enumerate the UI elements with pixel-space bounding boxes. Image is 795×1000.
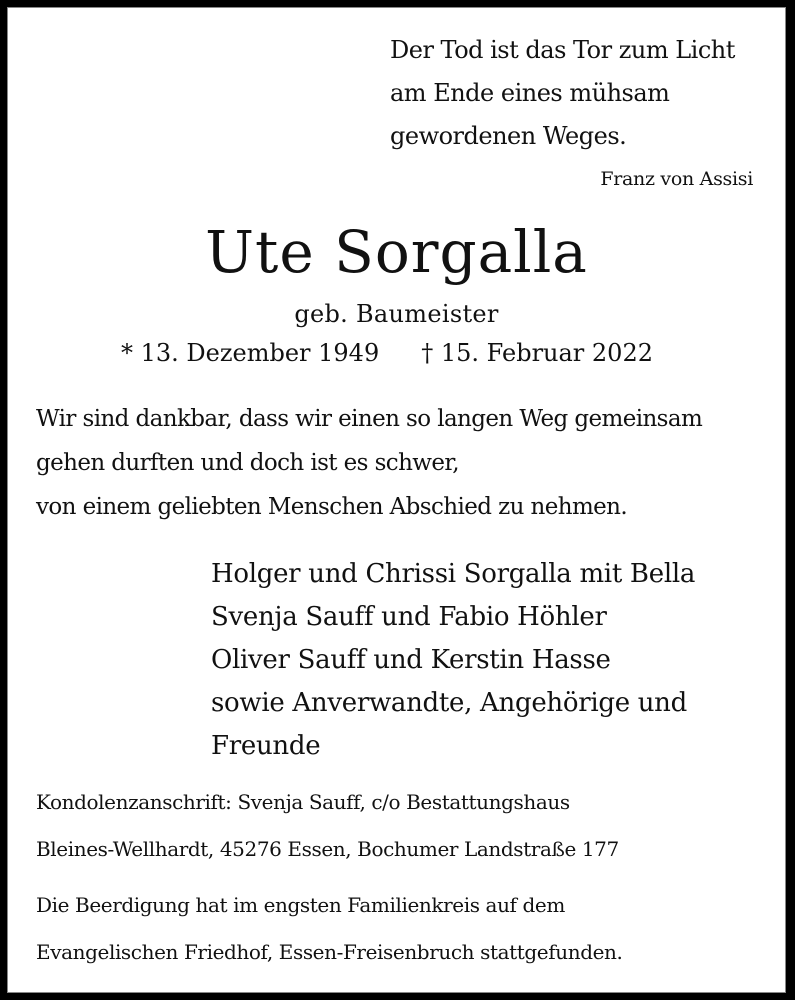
- message-line: gehen durften und doch ist es schwer,: [36, 450, 459, 476]
- mourner-line: Holger und Chrissi Sorgalla mit Bella: [211, 559, 696, 589]
- quote-author: Franz von Assisi: [600, 168, 753, 190]
- condolence-address-line: Kondolenzanschrift: Svenja Sauff, c/o Bestattungshaus: [36, 790, 570, 814]
- funeral-info-line: Die Beerdigung hat im engsten Familienkreis auf dem: [36, 893, 565, 917]
- deceased-name: Ute Sorgalla: [205, 218, 588, 286]
- funeral-info-line: Evangelischen Friedhof, Essen-Freisenbruch stattgefunden.: [36, 940, 623, 964]
- birth-date: * 13. Dezember 1949: [121, 339, 380, 367]
- mourner-line: Oliver Sauff und Kerstin Hasse: [211, 645, 611, 675]
- condolence-address-line: Bleines-Wellhardt, 45276 Essen, Bochumer Landstraße 177: [36, 837, 619, 861]
- message-line: Wir sind dankbar, dass wir einen so langen Weg gemeinsam: [36, 406, 703, 432]
- quote-line: gewordenen Weges.: [390, 122, 627, 150]
- maiden-name: geb. Baumeister: [294, 300, 499, 328]
- quote-line: Der Tod ist das Tor zum Licht: [390, 36, 735, 64]
- mourner-line: sowie Anverwandte, Angehörige und: [211, 688, 687, 718]
- mourner-line: Svenja Sauff und Fabio Höhler: [211, 602, 607, 632]
- quote-line: am Ende eines mühsam: [390, 79, 670, 107]
- mourner-line: Freunde: [211, 731, 321, 761]
- life-dates: [121, 339, 653, 367]
- obituary-notice: [7, 7, 786, 993]
- death-date: † 15. Februar 2022: [421, 339, 653, 367]
- message-line: von einem geliebten Menschen Abschied zu nehmen.: [36, 494, 628, 520]
